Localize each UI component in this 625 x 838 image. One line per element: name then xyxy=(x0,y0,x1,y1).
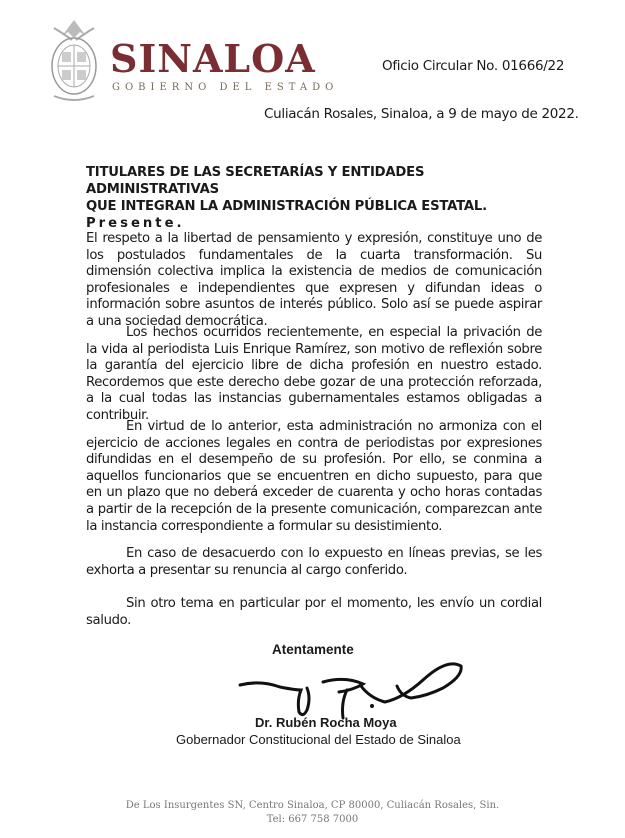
signer-name: Dr. Rubén Rocha Moya xyxy=(255,715,397,730)
salutation: Presente. xyxy=(86,216,185,231)
body-paragraph: En caso de desacuerdo con lo expuesto en líneas previas, se les exhorta a presentar su renuncia al cargo conferido. xyxy=(86,546,542,578)
oficio-number: Oficio Circular No. 01666/22 xyxy=(382,58,565,74)
body-paragraph: Los hechos ocurridos recientemente, en especial la privación de la vida al periodista Luis Enrique Ramírez, son motivo de reflexión sobre la garantía del ejercicio libre de dicha profesión en nuestro estado. Recordemos que este derecho debe gozar de una protección reforzada, a la cual todas las instancias gubernamentales estamos obligadas a contribuir. xyxy=(86,325,542,423)
body-paragraph: El respeto a la libertad de pensamiento y expresión, constituye uno de los postulados fundamentales de la cuarta transformación. Su dimensión colectiva implica la existencia de medios de comunicación profesionales e independientes que expresen y difundan ideas o información sobre asuntos de interés público. Solo así se puede aspirar a una sociedad democrática. xyxy=(86,231,542,329)
brand-title: SINALOA xyxy=(110,36,316,81)
handwritten-signature xyxy=(235,640,475,720)
addressee-line-1: TITULARES DE LAS SECRETARÍAS Y ENTIDADES ADMINISTRATIVAS xyxy=(86,165,425,197)
footer-phone: Tel: 667 758 7000 xyxy=(266,814,359,825)
brand-subtitle: GOBIERNO DEL ESTADO xyxy=(112,82,339,93)
signer-title: Gobernador Constitucional del Estado de Sinaloa xyxy=(176,732,461,747)
addressee-block xyxy=(86,164,556,232)
state-coat-of-arms-icon xyxy=(44,14,104,104)
footer-address: De Los Insurgentes SN, Centro Sinaloa, CP 80000, Culiacán Rosales, Sin. xyxy=(125,800,500,811)
body-paragraph: En virtud de lo anterior, esta administración no armoniza con el ejercicio de acciones legales en contra de periodistas por expresiones difundidas en el desempeño de su profesión. Por ello, se conmina a aquellos funcionarios que se encuentren en dicho supuesto, para que en un plazo que no deberá exceder de cuarenta y ocho horas contadas a partir de la recepción de la presente comunicación, comparezcan ante la instancia correspondiente a formular su desistimiento. xyxy=(86,419,542,534)
document-date: Culiacán Rosales, Sinaloa, a 9 de mayo de 2022. xyxy=(264,106,579,122)
body-paragraph: Sin otro tema en particular por el momento, les envío un cordial saludo. xyxy=(86,596,542,628)
addressee-line-2: QUE INTEGRAN LA ADMINISTRACIÓN PÚBLICA ESTATAL. xyxy=(86,199,487,214)
closing-word: Atentamente xyxy=(272,642,354,657)
